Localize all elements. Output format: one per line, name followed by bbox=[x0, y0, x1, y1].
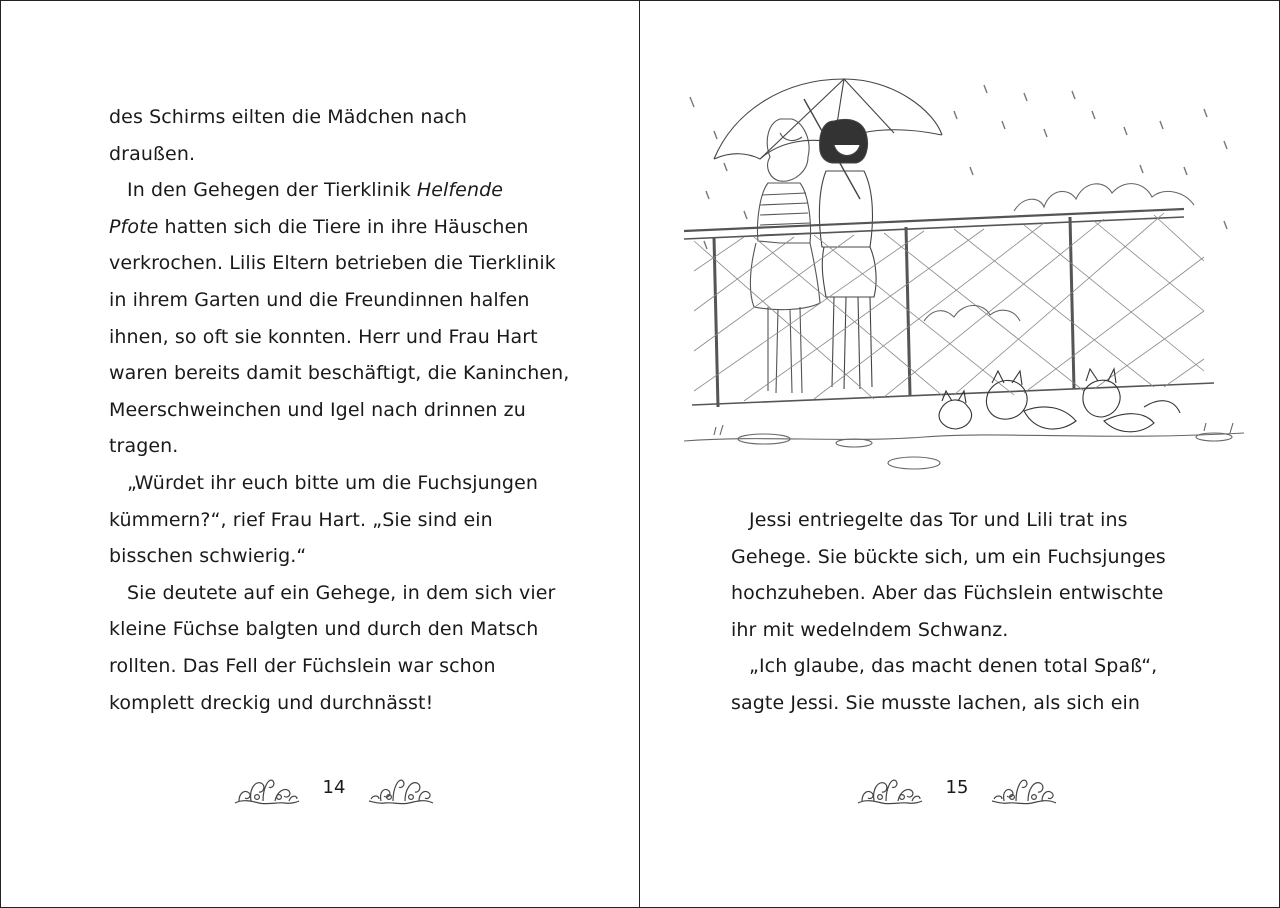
text-line: Pfote hatten sich die Tiere in ihre Häuschen bbox=[109, 215, 529, 238]
ground bbox=[684, 423, 1244, 469]
text-line: Sie deutete auf ein Gehege, in dem sich vier bbox=[127, 581, 556, 604]
right-page bbox=[640, 1, 1279, 907]
text-line: ihnen, so oft sie konnten. Herr und Frau Hart bbox=[109, 325, 538, 348]
text-line: „Würdet ihr euch bitte um die Fuchsjungen bbox=[127, 471, 538, 494]
text-line: rollten. Das Fell der Füchslein war schon bbox=[109, 654, 496, 677]
page-footer bbox=[856, 767, 1058, 807]
text-line: verkrochen. Lilis Eltern betrieben die Tierklinik bbox=[109, 252, 556, 275]
text-line: des Schirms eilten die Mädchen nach bbox=[109, 106, 468, 128]
girl-left bbox=[750, 119, 820, 393]
text-line: komplett dreckig und durchnässt! bbox=[109, 691, 434, 714]
text-line: tragen. bbox=[109, 435, 179, 458]
text-line: Meerschweinchen und Igel nach drinnen zu bbox=[109, 398, 526, 421]
text-line: waren bereits damit beschäftigt, die Kaninchen, bbox=[109, 362, 570, 385]
text-line: bisschen schwierig.“ bbox=[109, 545, 307, 568]
ornament-flourish-icon bbox=[233, 767, 301, 807]
left-page-text bbox=[109, 99, 569, 721]
bushes bbox=[924, 184, 1194, 321]
text-line: ihr mit wedelndem Schwanz. bbox=[731, 618, 1009, 641]
pencil-illustration bbox=[684, 71, 1244, 481]
ornament-flourish-icon bbox=[990, 767, 1058, 807]
text-line: In den Gehegen der Tierklinik Helfende bbox=[127, 179, 504, 202]
left-page bbox=[1, 1, 640, 907]
italic-clinic-name: Pfote bbox=[109, 215, 159, 238]
fox-cubs bbox=[939, 369, 1180, 432]
text-line: Gehege. Sie bückte sich, um ein Fuchsjunges bbox=[731, 545, 1166, 568]
text-line: kümmern?“, rief Frau Hart. „Sie sind ein bbox=[109, 508, 493, 531]
page-footer bbox=[233, 767, 435, 807]
text-line: draußen. bbox=[109, 142, 196, 165]
page-number: 15 bbox=[945, 776, 969, 798]
text-line: „Ich glaube, das macht denen total Spaß“, bbox=[749, 655, 1158, 678]
page-number: 14 bbox=[322, 776, 346, 798]
text-line: Jessi entriegelte das Tor und Lili trat ins bbox=[749, 509, 1128, 531]
ornament-flourish-icon bbox=[856, 767, 924, 807]
text-line: kleine Füchse balgten und durch den Matsch bbox=[109, 618, 539, 641]
text-line: sagte Jessi. Sie musste lachen, als sich ein bbox=[731, 691, 1141, 714]
text-line: hochzuheben. Aber das Füchslein entwischte bbox=[731, 582, 1164, 605]
italic-clinic-name: Helfende bbox=[416, 179, 504, 202]
right-page-text bbox=[731, 502, 1166, 722]
ornament-flourish-icon bbox=[367, 767, 435, 807]
text-line: in ihrem Garten und die Freundinnen halfen bbox=[109, 288, 530, 311]
